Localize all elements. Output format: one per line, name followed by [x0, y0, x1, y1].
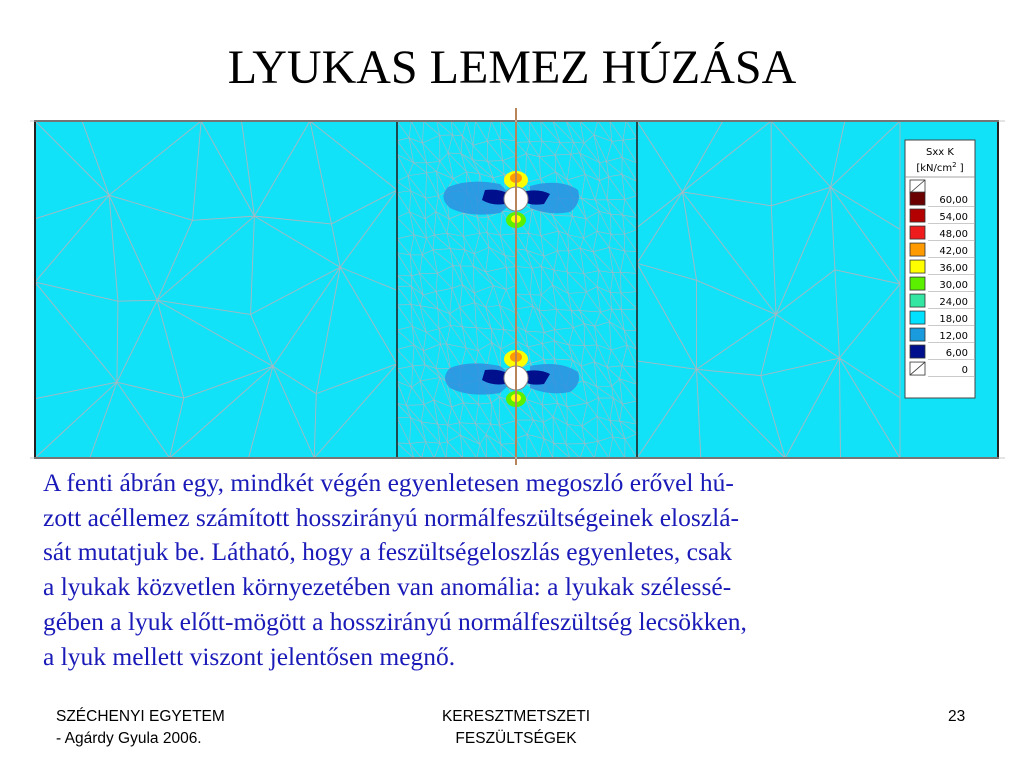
legend-swatch	[910, 345, 925, 358]
legend-label: 60,00	[939, 195, 968, 207]
body-line: sát mutatjuk be. Látható, hogy a feszültségeloszlás egyenletes, csak	[43, 537, 732, 567]
stress-legend	[905, 140, 975, 398]
legend-swatch	[910, 192, 925, 205]
legend-swatch	[910, 311, 925, 324]
slide-title: LYUKAS LEMEZ HÚZÁSA	[227, 41, 797, 94]
legend-label: 0	[961, 365, 968, 377]
legend-label: 30,00	[939, 280, 968, 292]
footer-institution: SZÉCHENYI EGYETEM	[56, 708, 225, 725]
footer-topic-line1: KERESZTMETSZETI	[441, 708, 591, 725]
legend-label: 42,00	[939, 246, 968, 258]
legend-swatch	[910, 260, 925, 273]
page-number: 23	[948, 708, 966, 725]
stress-contour-figure	[30, 108, 1005, 465]
footer-author	[56, 706, 225, 750]
legend-label: 36,00	[939, 263, 968, 275]
body-line: zott acéllemez számított hosszirányú normálfeszültségeinek eloszlá-	[43, 502, 740, 532]
legend-unit: [$kN/cm^2$ ]	[916, 161, 964, 174]
legend-label: 18,00	[939, 314, 968, 326]
body-line: a lyukak közvetlen környezetében van anomália: a lyukak szélessé-	[43, 572, 732, 602]
legend-swatch	[910, 294, 925, 307]
legend-label: 24,00	[939, 297, 968, 309]
legend-label: 48,00	[939, 229, 968, 241]
legend-swatch	[910, 328, 925, 341]
body-line: a lyuk mellett viszont jelentősen megnő.	[43, 641, 456, 671]
footer-topic-line2: FESZÜLTSÉGEK	[455, 730, 577, 747]
legend-swatch	[910, 226, 925, 239]
legend-title: Sxx K	[926, 147, 954, 158]
legend-label: 54,00	[939, 212, 968, 224]
footer-topic	[400, 706, 632, 750]
legend-swatch	[910, 209, 925, 222]
legend-label: 6,00	[945, 348, 968, 360]
footer-author-year: - Agárdy Gyula 2006.	[56, 730, 202, 747]
legend-swatch	[910, 243, 925, 256]
body-text	[43, 466, 993, 674]
legend-swatch	[910, 277, 925, 290]
body-line: gében a lyuk előtt-mögött a hosszirányú normálfeszültség lecsökken,	[43, 606, 747, 636]
legend-label: 12,00	[939, 331, 968, 343]
body-line: A fenti ábrán egy, mindkét végén egyenletesen megoszló erővel hú-	[43, 468, 734, 497]
